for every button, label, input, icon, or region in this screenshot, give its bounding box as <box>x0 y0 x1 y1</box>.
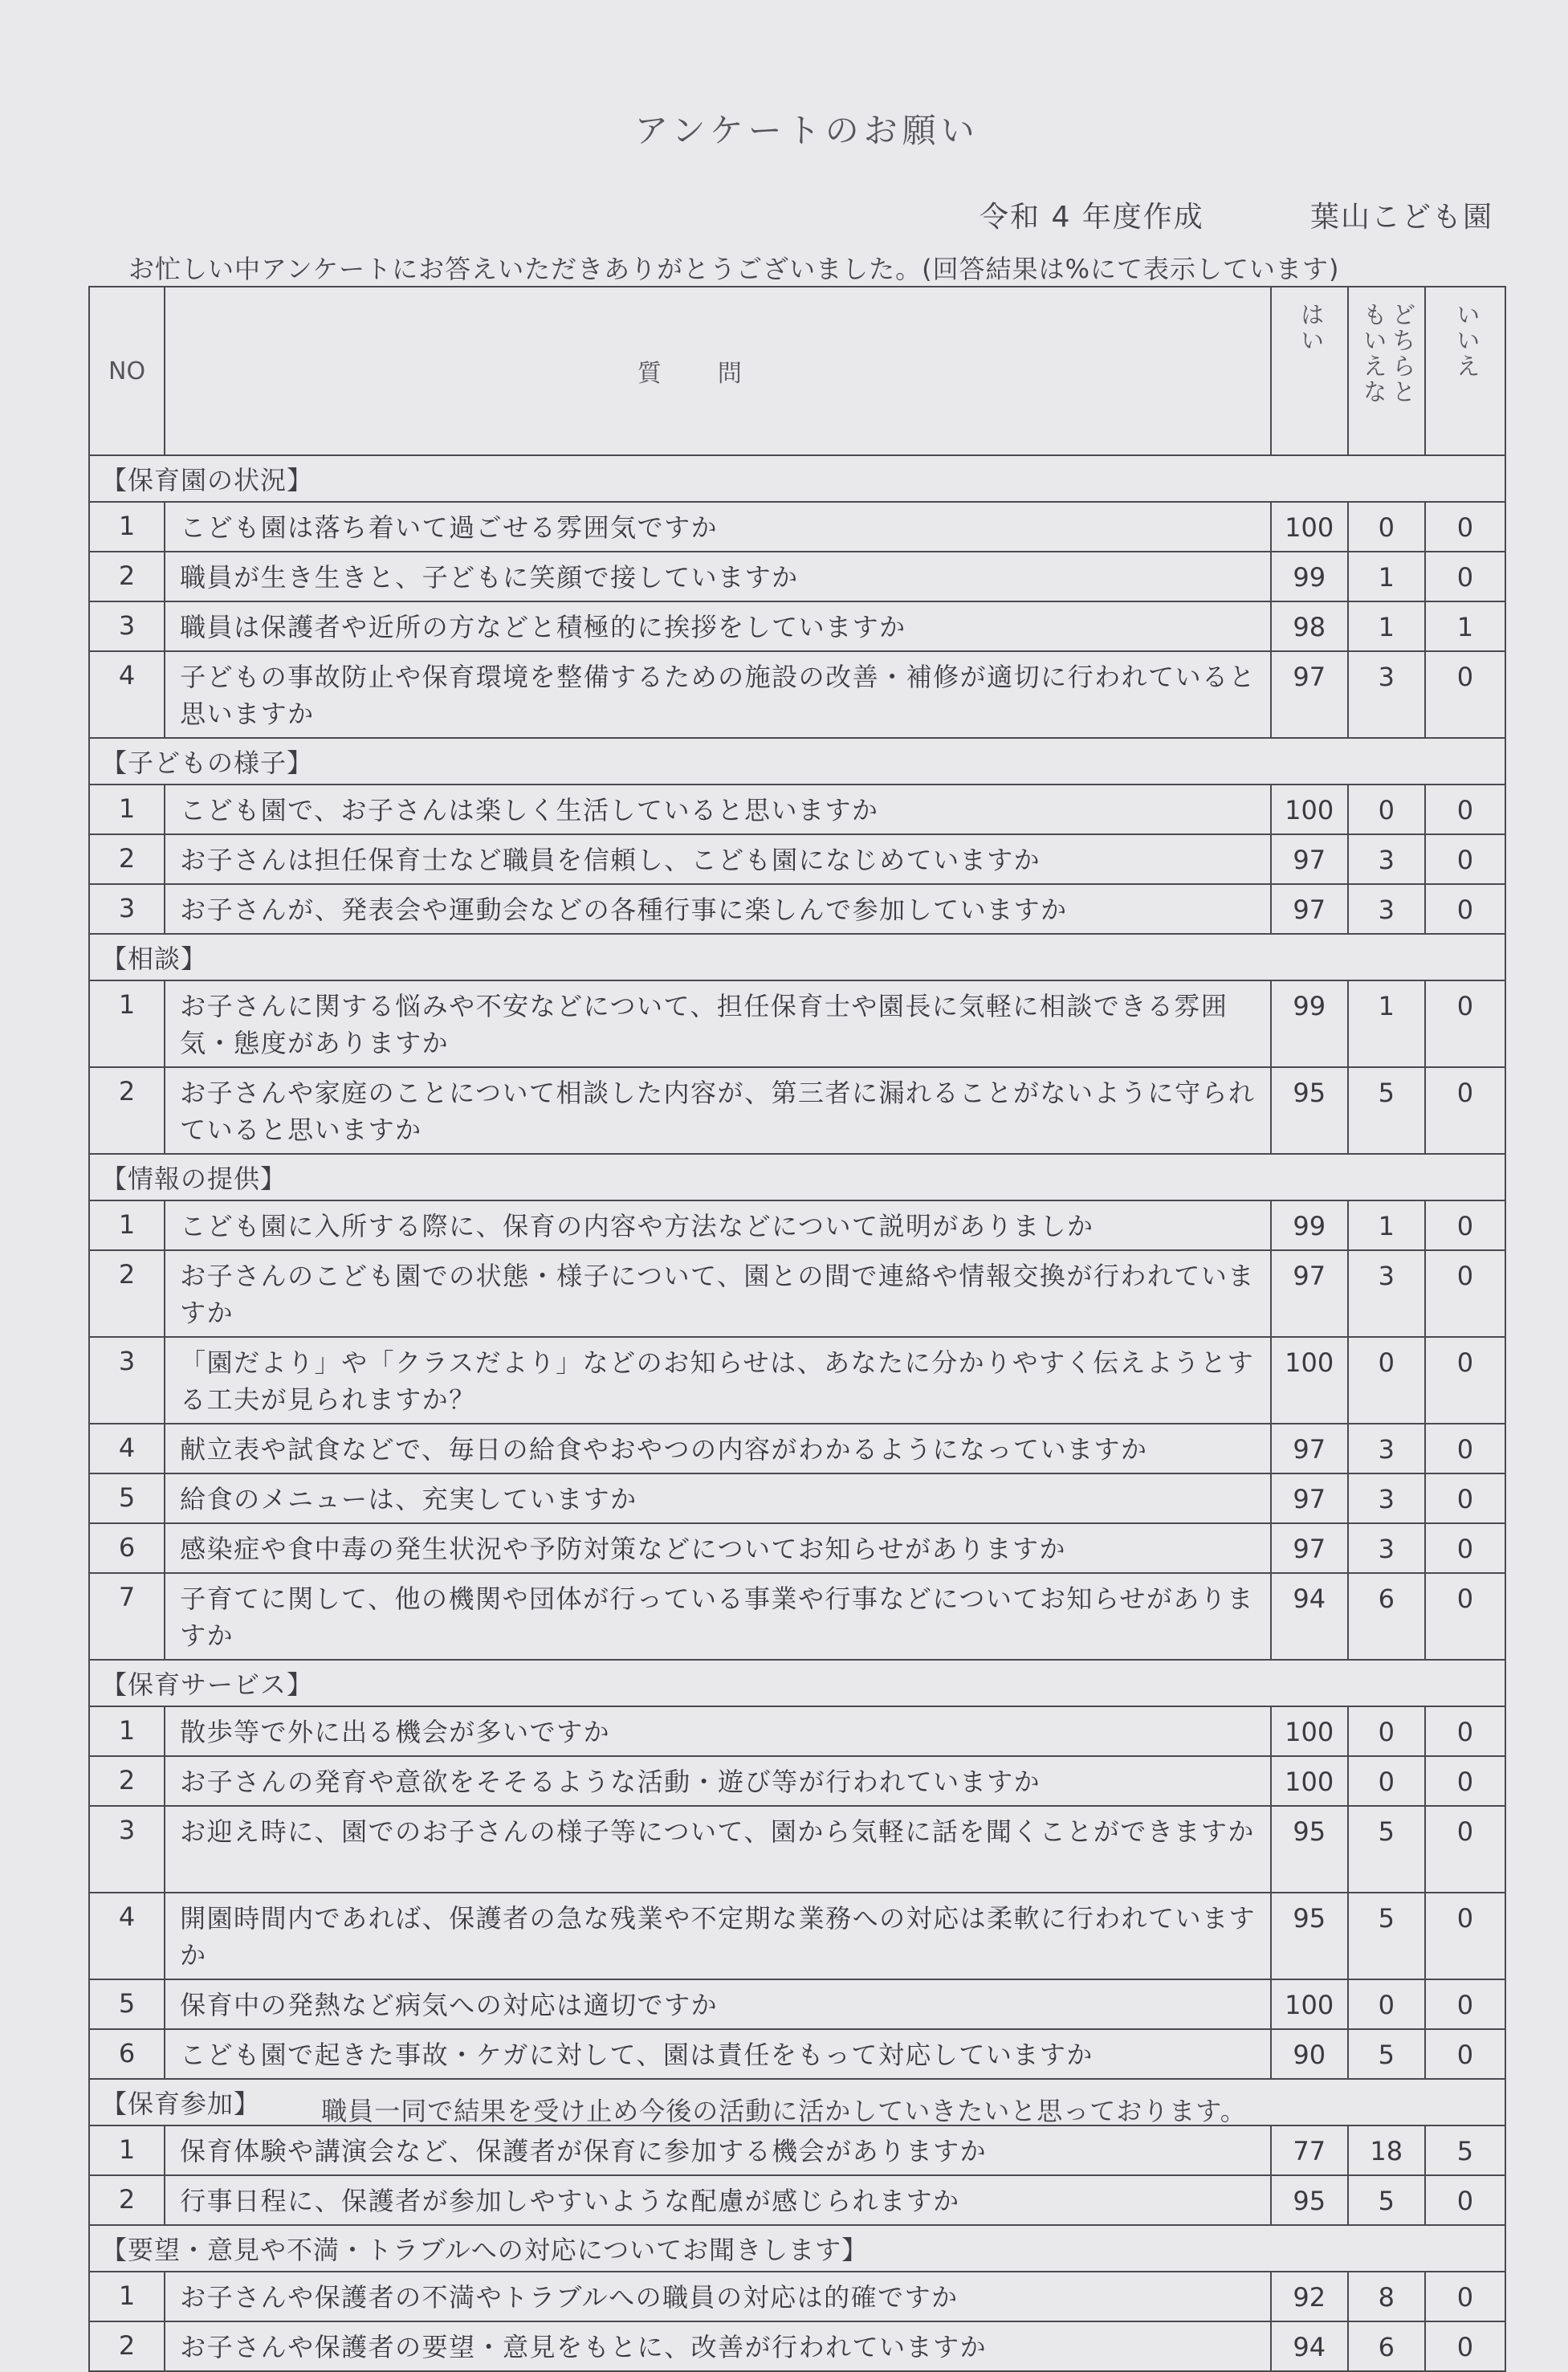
row-number: 2 <box>89 834 165 884</box>
answer-neutral: 6 <box>1348 2321 1425 2371</box>
closing-text: 職員一同で結果を受け止め今後の活動に活かしていきたいと思っております。 <box>321 2096 1247 2126</box>
row-number: 5 <box>89 1979 165 2029</box>
row-number: 1 <box>89 1706 165 1756</box>
answer-neutral: 0 <box>1348 1337 1425 1424</box>
row-number: 1 <box>89 785 165 834</box>
section-title: 【子どもの様子】 <box>89 738 1505 785</box>
answer-no: 0 <box>1425 884 1505 934</box>
section-row <box>89 455 1505 502</box>
header-no-answer: いいえ <box>1451 302 1480 379</box>
answer-yes: 99 <box>1271 552 1348 601</box>
section-title: 【要望・意見や不満・トラブルへの対応についてお聞きします】 <box>89 2225 1505 2272</box>
answer-no: 0 <box>1425 2175 1505 2225</box>
answer-neutral: 0 <box>1348 1979 1425 2029</box>
answer-yes: 95 <box>1271 1806 1348 1893</box>
question-text: お迎え時に、園でのお子さんの様子等について、園から気軽に話を聞くことができますか <box>165 1806 1271 1893</box>
section-row <box>89 934 1505 980</box>
question-text: お子さんが、発表会や運動会などの各種行事に楽しんで参加していますか <box>165 884 1271 934</box>
answer-neutral: 3 <box>1348 1424 1425 1473</box>
table-row <box>89 884 1505 934</box>
answer-yes: 77 <box>1271 2125 1348 2175</box>
answer-neutral: 18 <box>1348 2125 1425 2175</box>
answer-yes: 100 <box>1271 1337 1348 1424</box>
table-row <box>89 1756 1505 1806</box>
answer-no: 0 <box>1425 1200 1505 1250</box>
question-text: お子さんは担任保育士など職員を信頼し、こども園になじめていますか <box>165 834 1271 884</box>
table-row <box>89 1893 1505 1979</box>
answer-yes: 95 <box>1271 2175 1348 2225</box>
answer-neutral: 3 <box>1348 1250 1425 1337</box>
question-text: 保育体験や講演会など、保護者が保育に参加する機会がありますか <box>165 2125 1271 2175</box>
answer-no: 0 <box>1425 1473 1505 1523</box>
table-row <box>89 1200 1505 1250</box>
answer-no: 0 <box>1425 1706 1505 1756</box>
answer-neutral: 6 <box>1348 1573 1425 1660</box>
row-number: 2 <box>89 1250 165 1337</box>
answer-neutral: 3 <box>1348 834 1425 884</box>
table-row <box>89 651 1505 738</box>
answer-yes: 99 <box>1271 1200 1348 1250</box>
row-number: 3 <box>89 884 165 934</box>
answer-neutral: 1 <box>1348 980 1425 1067</box>
answer-neutral: 3 <box>1348 651 1425 738</box>
question-text: 保育中の発熱など病気への対応は適切ですか <box>165 1979 1271 2029</box>
row-number: 3 <box>89 1806 165 1893</box>
question-text: 子どもの事故防止や保育環境を整備するための施設の改善・補修が適切に行われていると思いますか <box>165 651 1271 738</box>
table-row <box>89 1523 1505 1573</box>
answer-neutral: 5 <box>1348 2175 1425 2225</box>
answer-no: 0 <box>1425 1806 1505 1893</box>
answer-yes: 97 <box>1271 651 1348 738</box>
question-text: お子さんのこども園での状態・様子について、園との間で連絡や情報交換が行われていますか <box>165 1250 1271 1337</box>
answer-yes: 100 <box>1271 1979 1348 2029</box>
question-text: お子さんや家庭のことについて相談した内容が、第三者に漏れることがないように守られていると思いますか <box>165 1067 1271 1154</box>
answer-yes: 97 <box>1271 1424 1348 1473</box>
answer-no: 0 <box>1425 1523 1505 1573</box>
answer-neutral: 3 <box>1348 1523 1425 1573</box>
answer-yes: 100 <box>1271 1706 1348 1756</box>
row-number: 5 <box>89 1473 165 1523</box>
question-text: 職員が生き生きと、子どもに笑顔で接していますか <box>165 552 1271 601</box>
page-title: アンケートのお願い <box>634 111 979 150</box>
table-row <box>89 1067 1505 1154</box>
answer-yes: 98 <box>1271 601 1348 651</box>
answer-yes: 97 <box>1271 1523 1348 1573</box>
header-neutral: どちらともいえな <box>1358 302 1415 405</box>
row-number: 1 <box>89 980 165 1067</box>
answer-yes: 94 <box>1271 2321 1348 2371</box>
answer-no: 0 <box>1425 1756 1505 1806</box>
answer-no: 0 <box>1425 1573 1505 1660</box>
row-number: 1 <box>89 2272 165 2321</box>
header-no: NO <box>89 287 165 455</box>
answer-yes: 97 <box>1271 1473 1348 1523</box>
row-number: 3 <box>89 1337 165 1424</box>
table-row <box>89 552 1505 601</box>
table-row <box>89 1424 1505 1473</box>
row-number: 3 <box>89 601 165 651</box>
section-title: 【情報の提供】 <box>89 1154 1505 1200</box>
question-text: 行事日程に、保護者が参加しやすいような配慮が感じられますか <box>165 2175 1271 2225</box>
question-text: 給食のメニューは、充実していますか <box>165 1473 1271 1523</box>
table-row <box>89 785 1505 834</box>
question-text: 開園時間内であれば、保護者の急な残業や不定期な業務への対応は柔軟に行われていますか <box>165 1893 1271 1979</box>
row-number: 4 <box>89 1424 165 1473</box>
question-text: お子さんや保護者の不満やトラブルへの職員の対応は的確ですか <box>165 2272 1271 2321</box>
answer-no: 1 <box>1425 601 1505 651</box>
answer-yes: 99 <box>1271 980 1348 1067</box>
table-row <box>89 1473 1505 1523</box>
section-title: 【保育サービス】 <box>89 1660 1505 1706</box>
table-row <box>89 834 1505 884</box>
table-row <box>89 2321 1505 2371</box>
answer-yes: 92 <box>1271 2272 1348 2321</box>
table-row <box>89 980 1505 1067</box>
header-neutral-cell <box>1348 287 1425 455</box>
header-question: 質問 <box>165 287 1271 455</box>
survey-table <box>88 286 1506 2372</box>
question-text: 「園だより」や「クラスだより」などのお知らせは、あなたに分かりやすく伝えようとする工夫が見られますか？ <box>165 1337 1271 1424</box>
question-text: 感染症や食中毒の発生状況や予防対策などについてお知らせがありますか <box>165 1523 1271 1573</box>
dateline <box>979 194 1493 235</box>
section-title: 【相談】 <box>89 934 1505 980</box>
header-no-answer-cell <box>1425 287 1505 455</box>
answer-yes: 95 <box>1271 1893 1348 1979</box>
answer-no: 0 <box>1425 1337 1505 1424</box>
table-row <box>89 2272 1505 2321</box>
table-row <box>89 2125 1505 2175</box>
date-label: 令和 4 年度作成 <box>979 201 1204 234</box>
table-row <box>89 1573 1505 1660</box>
question-text: 子育てに関して、他の機関や団体が行っている事業や行事などについてお知らせがありますか <box>165 1573 1271 1660</box>
row-number: 2 <box>89 2175 165 2225</box>
answer-no: 0 <box>1425 2029 1505 2079</box>
table-row <box>89 1706 1505 1756</box>
answer-no: 0 <box>1425 1067 1505 1154</box>
answer-no: 0 <box>1425 1424 1505 1473</box>
answer-neutral: 0 <box>1348 502 1425 552</box>
answer-neutral: 5 <box>1348 1893 1425 1979</box>
answer-no: 0 <box>1425 2321 1505 2371</box>
table-row <box>89 1337 1505 1424</box>
answer-no: 5 <box>1425 2125 1505 2175</box>
row-number: 1 <box>89 502 165 552</box>
section-row <box>89 1660 1505 1706</box>
question-text: お子さんの発育や意欲をそそるような活動・遊び等が行われていますか <box>165 1756 1271 1806</box>
answer-yes: 97 <box>1271 834 1348 884</box>
question-text: 散歩等で外に出る機会が多いですか <box>165 1706 1271 1756</box>
section-row <box>89 1154 1505 1200</box>
answer-neutral: 5 <box>1348 2029 1425 2079</box>
row-number: 2 <box>89 1067 165 1154</box>
question-text: こども園で、お子さんは楽しく生活していると思いますか <box>165 785 1271 834</box>
answer-yes: 94 <box>1271 1573 1348 1660</box>
table-header-row <box>89 287 1505 455</box>
table-row <box>89 2029 1505 2079</box>
answer-yes: 100 <box>1271 785 1348 834</box>
table-row <box>89 1979 1505 2029</box>
answer-neutral: 0 <box>1348 785 1425 834</box>
question-text: お子さんや保護者の要望・意見をもとに、改善が行われていますか <box>165 2321 1271 2371</box>
row-number: 1 <box>89 2125 165 2175</box>
answer-neutral: 0 <box>1348 1706 1425 1756</box>
answer-no: 0 <box>1425 1250 1505 1337</box>
table-row <box>89 601 1505 651</box>
answer-no: 0 <box>1425 552 1505 601</box>
question-text: 献立表や試食などで、毎日の給食やおやつの内容がわかるようになっていますか <box>165 1424 1271 1473</box>
intro-text: お忙しい中アンケートにお答えいただきありがとうございました。(回答結果は%にて表示しています) <box>128 254 1340 284</box>
header-yes-cell <box>1271 287 1348 455</box>
row-number: 6 <box>89 1523 165 1573</box>
table-row <box>89 2175 1505 2225</box>
section-title: 【保育参加】 <box>89 2079 1505 2125</box>
row-number: 2 <box>89 2321 165 2371</box>
answer-neutral: 1 <box>1348 1200 1425 1250</box>
answer-neutral: 1 <box>1348 552 1425 601</box>
answer-no: 0 <box>1425 1979 1505 2029</box>
row-number: 2 <box>89 552 165 601</box>
question-text: こども園で起きた事故・ケガに対して、園は責任をもって対応していますか <box>165 2029 1271 2079</box>
row-number: 1 <box>89 1200 165 1250</box>
table-row <box>89 1250 1505 1337</box>
answer-neutral: 1 <box>1348 601 1425 651</box>
row-number: 6 <box>89 2029 165 2079</box>
answer-no: 0 <box>1425 651 1505 738</box>
row-number: 4 <box>89 1893 165 1979</box>
question-text: 職員は保護者や近所の方などと積極的に挨拶をしていますか <box>165 601 1271 651</box>
question-text: お子さんに関する悩みや不安などについて、担任保育士や園長に気軽に相談できる雰囲気・態度がありますか <box>165 980 1271 1067</box>
org-name: 葉山こども園 <box>1309 201 1493 234</box>
answer-neutral: 5 <box>1348 1067 1425 1154</box>
row-number: 4 <box>89 651 165 738</box>
answer-yes: 95 <box>1271 1067 1348 1154</box>
answer-neutral: 8 <box>1348 2272 1425 2321</box>
row-number: 7 <box>89 1573 165 1660</box>
answer-no: 0 <box>1425 785 1505 834</box>
row-number: 2 <box>89 1756 165 1806</box>
answer-no: 0 <box>1425 1893 1505 1979</box>
answer-neutral: 5 <box>1348 1806 1425 1893</box>
question-text: こども園は落ち着いて過ごせる雰囲気ですか <box>165 502 1271 552</box>
answer-no: 0 <box>1425 834 1505 884</box>
answer-no: 0 <box>1425 980 1505 1067</box>
header-yes: はい <box>1295 302 1324 353</box>
answer-no: 0 <box>1425 502 1505 552</box>
answer-no: 0 <box>1425 2272 1505 2321</box>
section-row <box>89 2225 1505 2272</box>
answer-yes: 90 <box>1271 2029 1348 2079</box>
answer-yes: 97 <box>1271 1250 1348 1337</box>
answer-yes: 97 <box>1271 884 1348 934</box>
answer-neutral: 3 <box>1348 1473 1425 1523</box>
answer-neutral: 0 <box>1348 1756 1425 1806</box>
table-row <box>89 1806 1505 1893</box>
question-text: こども園に入所する際に、保育の内容や方法などについて説明がありましか <box>165 1200 1271 1250</box>
answer-neutral: 3 <box>1348 884 1425 934</box>
section-row <box>89 738 1505 785</box>
section-title: 【保育園の状況】 <box>89 455 1505 502</box>
answer-yes: 100 <box>1271 502 1348 552</box>
table-row <box>89 502 1505 552</box>
answer-yes: 100 <box>1271 1756 1348 1806</box>
